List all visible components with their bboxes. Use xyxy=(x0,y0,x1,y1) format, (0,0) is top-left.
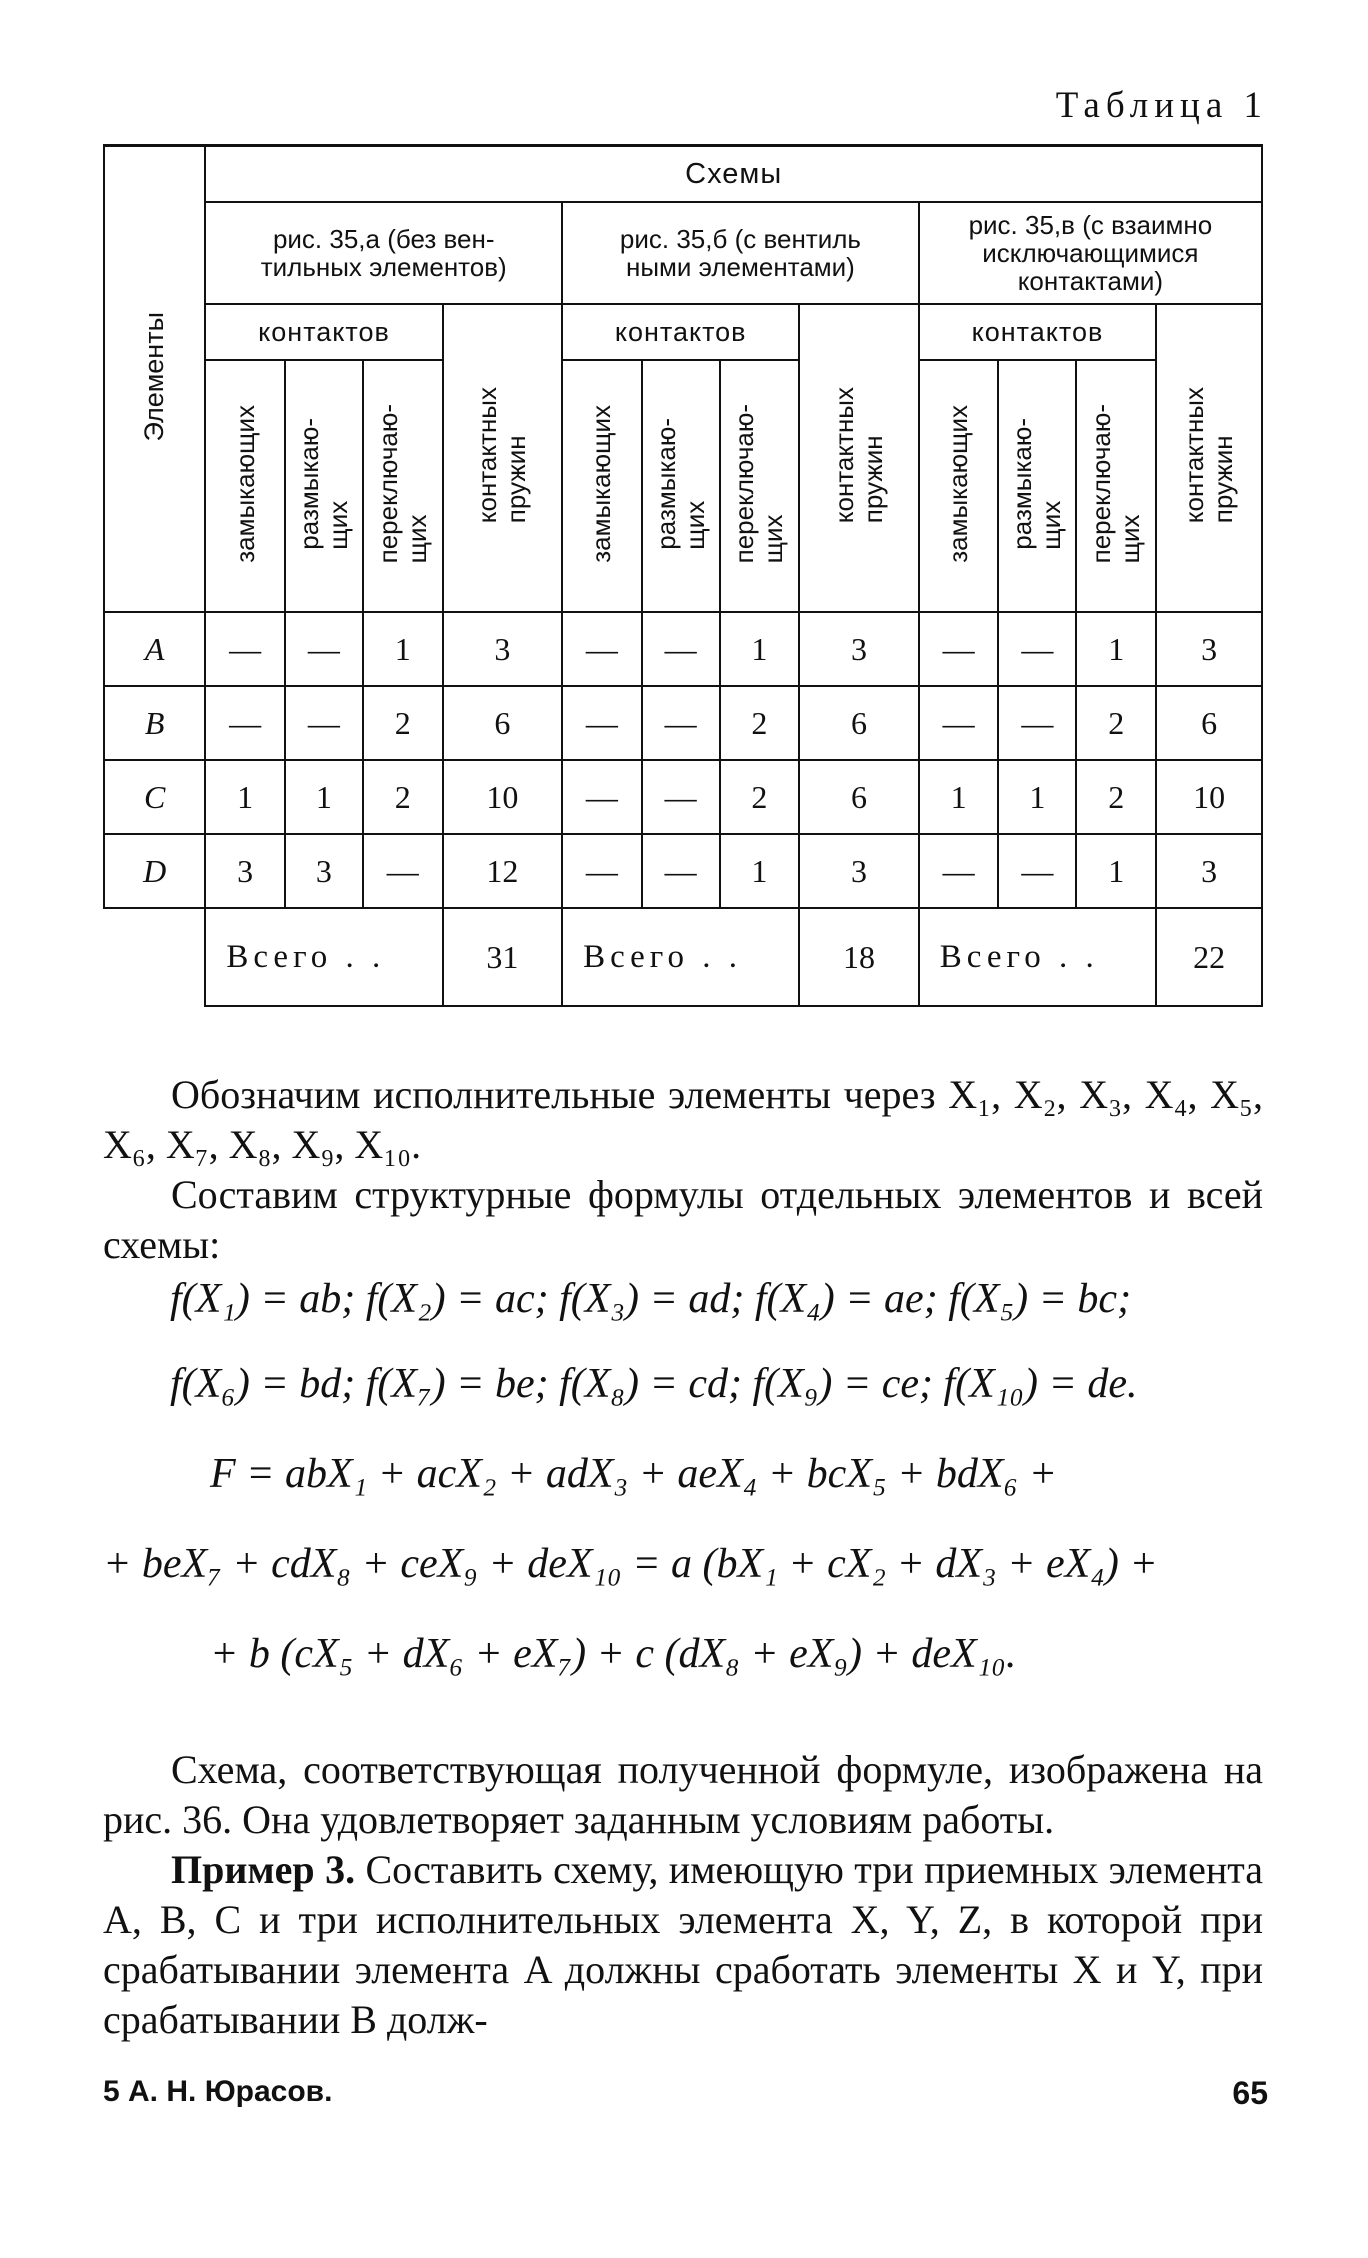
table-cell: — xyxy=(285,612,363,686)
formula-line: F = abX₁ + acX₂ + adX₃ + aeX₄ + bcX₅ + bdX₆ + xyxy=(210,1451,1058,1497)
table-cell: 3 xyxy=(443,612,562,686)
switching-header-c: переключаю- щих xyxy=(1076,360,1156,612)
table-cell: 1 xyxy=(720,612,800,686)
table-cell: — xyxy=(642,834,720,908)
contacts-header-b: контактов xyxy=(562,304,799,360)
closing-header-b: замыкающих xyxy=(562,360,642,612)
example-paragraph xyxy=(103,1845,1263,2045)
table-cell: — xyxy=(205,686,285,760)
element-label: D xyxy=(104,834,205,908)
table-cell: 6 xyxy=(799,686,918,760)
table-cell: 6 xyxy=(799,760,918,834)
switching-header-b: переключаю- щих xyxy=(720,360,800,612)
total-value: 31 xyxy=(443,908,562,1006)
springs-header-c: контактных пружин xyxy=(1156,304,1262,612)
table-cell: — xyxy=(562,834,642,908)
table-cell: — xyxy=(562,686,642,760)
table-row xyxy=(104,760,1262,834)
total-label: Всего . . xyxy=(562,908,799,1006)
table-cell: 2 xyxy=(1076,760,1156,834)
total-value: 22 xyxy=(1156,908,1262,1006)
total-value: 18 xyxy=(799,908,918,1006)
table-cell: — xyxy=(919,612,999,686)
table-cell: 3 xyxy=(1156,612,1262,686)
switching-header-a: переключаю- щих xyxy=(363,360,443,612)
table-cell: 3 xyxy=(205,834,285,908)
formula-line: + beX₇ + cdX₈ + ceX₉ + deX₁₀ = a (bX₁ + cX₂ + dX₃ + eX₄) + xyxy=(103,1541,1158,1587)
table-row xyxy=(104,834,1262,908)
paragraph: Составим структурные формулы отдельных элементов и всей схемы: xyxy=(103,1172,1263,1267)
table-cell: 1 xyxy=(1076,834,1156,908)
formula-line: f(X₆) = bd; f(X₇) = be; f(X₈) = cd; f(X₉) = ce; f(X₁₀) = de. xyxy=(170,1361,1138,1407)
schemes-header: Схемы xyxy=(205,146,1262,203)
table-cell: 10 xyxy=(1156,760,1262,834)
table-cell: 2 xyxy=(720,686,800,760)
table-cell: — xyxy=(363,834,443,908)
table-cell: — xyxy=(998,686,1076,760)
example-label: Пример 3. xyxy=(171,1847,356,1892)
table-cell: — xyxy=(919,834,999,908)
table-cell: 1 xyxy=(363,612,443,686)
table-cell: — xyxy=(998,834,1076,908)
table-cell: 1 xyxy=(205,760,285,834)
footer-signature: 5 А. Н. Юрасов. xyxy=(103,2075,333,2108)
table-cell: — xyxy=(642,760,720,834)
table-row xyxy=(104,612,1262,686)
formula-line: + b (cX₅ + dX₆ + eX₇) + c (dX₈ + eX₉) + deX₁₀. xyxy=(210,1631,1017,1677)
table-cell: — xyxy=(998,612,1076,686)
table-cell: 2 xyxy=(720,760,800,834)
table-cell: 1 xyxy=(720,834,800,908)
opening-header-b: размыкаю- щих xyxy=(642,360,720,612)
element-label: B xyxy=(104,686,205,760)
total-label: Всего . . xyxy=(205,908,442,1006)
table-cell: — xyxy=(562,612,642,686)
table-cell: 1 xyxy=(998,760,1076,834)
springs-header-b: контактных пружин xyxy=(799,304,918,612)
closing-header-a: замыкающих xyxy=(205,360,285,612)
table-cell: 10 xyxy=(443,760,562,834)
table-cell: 1 xyxy=(919,760,999,834)
table-cell: 12 xyxy=(443,834,562,908)
totals-row xyxy=(104,908,1262,1006)
element-label: A xyxy=(104,612,205,686)
figure-header-b: рис. 35,б (с вентиль ными элементами) xyxy=(562,202,919,304)
table-cell: 2 xyxy=(363,686,443,760)
table-cell: 3 xyxy=(285,834,363,908)
figure-header-c: рис. 35,в (с взаимно исключающимися контактами) xyxy=(919,202,1262,304)
table-cell: — xyxy=(642,686,720,760)
table-cell: — xyxy=(642,612,720,686)
element-label: C xyxy=(104,760,205,834)
table-cell: 3 xyxy=(1156,834,1262,908)
contacts-header-a: контактов xyxy=(205,304,442,360)
contacts-header-c: контактов xyxy=(919,304,1156,360)
closing-header-c: замыкающих xyxy=(919,360,999,612)
opening-header-a: размыкаю- щих xyxy=(285,360,363,612)
paragraph: Схема, соответствующая полученной формуле, изображена на рис. 36. Она удовлетворяет заданным условиям работы. xyxy=(103,1747,1263,1842)
table-cell: 1 xyxy=(285,760,363,834)
table-caption: Таблица 1 xyxy=(1055,85,1268,126)
table-cell: 1 xyxy=(1076,612,1156,686)
springs-header-a: контактных пружин xyxy=(443,304,562,612)
table-cell: — xyxy=(205,612,285,686)
table-cell: 2 xyxy=(363,760,443,834)
table-cell: 3 xyxy=(799,834,918,908)
page-number: 65 xyxy=(1232,2075,1268,2111)
table-cell: — xyxy=(285,686,363,760)
table-cell: 3 xyxy=(799,612,918,686)
body-text-block-1 xyxy=(103,1070,1263,1270)
table-cell: 6 xyxy=(443,686,562,760)
table-cell: 6 xyxy=(1156,686,1262,760)
table-cell: 2 xyxy=(1076,686,1156,760)
table-cell: — xyxy=(562,760,642,834)
opening-header-c: размыкаю- щих xyxy=(998,360,1076,612)
example-text: Составить схему, имеющую три приемных элемента A, B, C и три исполнительных элемента X, Y, Z, в которой при срабатывании элемента A должны сработать элементы X и Y, при срабатывании B долж- xyxy=(103,1847,1263,2042)
elements-column-header: Элементы xyxy=(104,146,205,613)
table-cell: — xyxy=(919,686,999,760)
paragraph: Обозначим исполнительные элементы через X₁, X₂, X₃, X₄, X₅, X₆, X₇, X₈, X₉, X₁₀. xyxy=(103,1072,1263,1167)
total-label: Всего . . xyxy=(919,908,1156,1006)
body-text-block-2 xyxy=(103,1745,1263,2045)
table-row xyxy=(104,686,1262,760)
data-table xyxy=(103,144,1263,1007)
figure-header-a: рис. 35,а (без вен- тильных элементов) xyxy=(205,202,562,304)
formula-line: f(X₁) = ab; f(X₂) = ac; f(X₃) = ad; f(X₄) = ae; f(X₅) = bc; xyxy=(170,1276,1132,1322)
